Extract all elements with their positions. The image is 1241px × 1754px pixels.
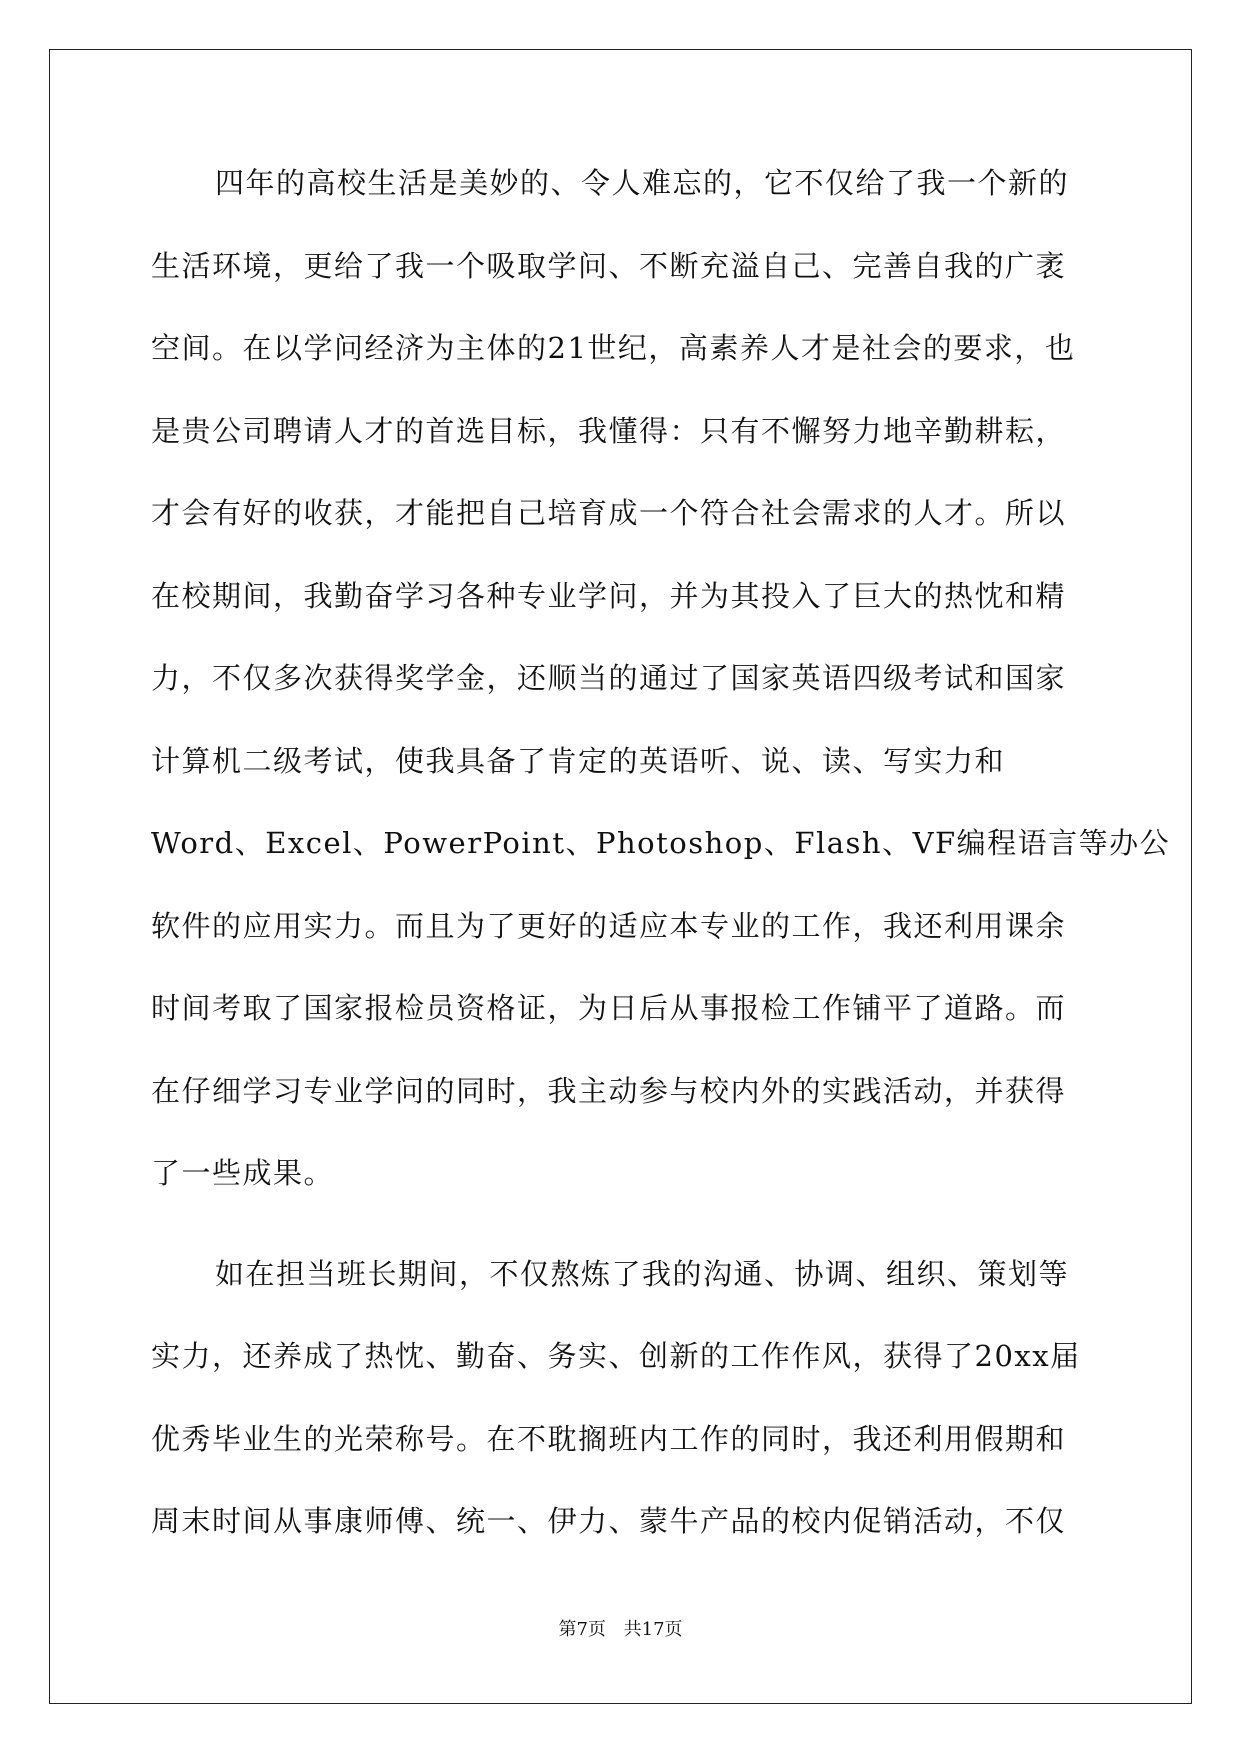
page-footer	[0, 1615, 1241, 1641]
paragraph-1-line: 四年的高校生活是美妙的、令人难忘的，它不仅给了我一个新的	[215, 166, 1070, 200]
document-body	[151, 163, 1171, 1584]
paragraph-2-line: 实力，还养成了热忱、勤奋、务实、创新的工作作风，获得了20xx届	[151, 1339, 1081, 1373]
paragraph-1-line: 空间。在以学问经济为主体的21世纪，高素养人才是社会的要求，也	[151, 331, 1076, 365]
paragraph-1-line: 时间考取了国家报检员资格证，为日后从事报检工作铺平了道路。而	[151, 991, 1067, 1025]
paragraph-2-line: 周末时间从事康师傅、统一、伊力、蒙牛产品的校内促销活动，不仅	[151, 1504, 1067, 1538]
page-total: 共17页	[623, 1619, 683, 1640]
paragraph-2-line: 如在担当班长期间，不仅熬炼了我的沟通、协调、组织、策划等	[215, 1256, 1070, 1291]
paragraph-1-line: 了一些成果。	[151, 1156, 335, 1190]
paragraph-1-line: 计算机二级考试，使我具备了肯定的英语听、说、读、写实力和	[151, 743, 1006, 778]
page-number: 第7页	[558, 1619, 606, 1640]
paragraph-1-line: 软件的应用实力。而且为了更好的适应本专业的工作，我还利用课余	[151, 908, 1067, 943]
paragraph-spacer	[151, 1236, 1088, 1254]
paragraph-1-line: 生活环境，更给了我一个吸取学问、不断充溢自己、完善自我的广袤	[151, 248, 1067, 283]
paragraph-1-line: 是贵公司聘请人才的首选目标，我懂得：只有不懈努力地辛勤耕耘，	[151, 413, 1067, 448]
paragraph-2-line: 优秀毕业生的光荣称号。在不耽搁班内工作的同时，我还利用假期和	[151, 1421, 1067, 1456]
paragraph-1-line: 在校期间，我勤奋学习各种专业学问，并为其投入了巨大的热忱和精	[151, 578, 1067, 613]
paragraph-1-line: 才会有好的收获，才能把自己培育成一个符合社会需求的人才。所以	[151, 496, 1067, 530]
paragraph-1-line: Word、Excel、PowerPoint、Photoshop、Flash、VF编程语言等办公	[151, 826, 1171, 860]
paragraph-1-line: 力，不仅多次获得奖学金，还顺当的通过了国家英语四级考试和国家	[151, 661, 1067, 695]
paragraph-1-line: 在仔细学习专业学问的同时，我主动参与校内外的实践活动，并获得	[151, 1073, 1067, 1108]
